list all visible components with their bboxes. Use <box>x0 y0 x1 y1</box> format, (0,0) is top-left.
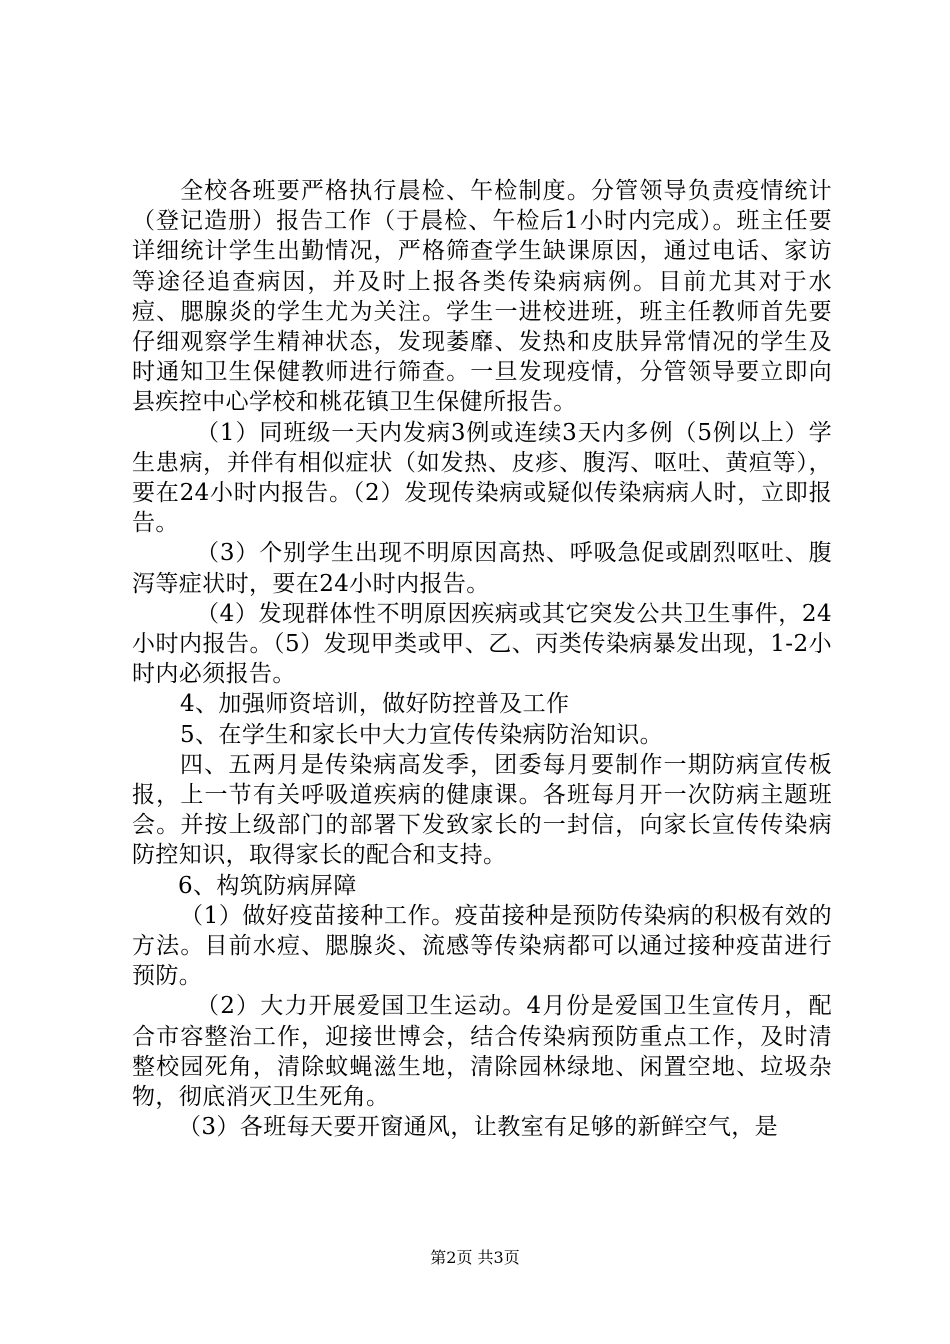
paragraph-report-4-5: （4）发现群体性不明原因疾病或其它突发公共卫生事件，24小时内报告。（5）发现甲类或甲、乙、丙类传染病暴发出现，1-2小时内必须报告。 <box>132 600 832 688</box>
paragraph-hygiene-campaign: （2）大力开展爱国卫生运动。4月份是爱国卫生宣传月，配合市容整治工作，迎接世博会，结合传染病预防重点工作，及时清整校园死角，清除蚊蝇滋生地，清除园林绿地、闲置空地、垃圾杂物，彻底消灭卫生死角。 <box>132 993 832 1111</box>
paragraph-report-3: （3）个别学生出现不明原因高热、呼吸急促或剧烈呕吐、腹泻等症状时，要在24小时内报告。 <box>132 540 832 597</box>
paragraph-item-6: 6、构筑防病屏障 <box>178 872 357 899</box>
paragraph-item-4: 4、加强师资培训，做好防控普及工作 <box>180 691 570 718</box>
paragraph-item-5: 5、在学生和家长中大力宣传传染病防治知识。 <box>180 721 664 748</box>
paragraph-report-1-2: （1）同班级一天内发病3例或连续3天内多例（5例以上）学生患病，并伴有相似症状（如发热、皮疹、腹泻、呕吐、黄疸等），要在24小时内报告。（2）发现传染病或疑似传染病病人时，立即报告。 <box>132 419 832 537</box>
paragraph-vaccination: （1）做好疫苗接种工作。疫苗接种是预防传染病的积极有效的方法。目前水痘、腮腺炎、流感等传染病都可以通过接种疫苗进行预防。 <box>132 902 832 990</box>
paragraph-april-may: 四、五两月是传染病高发季，团委每月要制作一期防病宣传板报，上一节有关呼吸道疾病的健康课。各班每月开一次防病主题班会。并按上级部门的部署下发致家长的一封信，向家长宣传传染病防控知识，取得家长的配合和支持。 <box>132 751 832 869</box>
page-footer: 第2页 共3页 <box>430 1248 520 1267</box>
paragraph-morning-check: 全校各班要严格执行晨检、午检制度。分管领导负责疫情统计（登记造册）报告工作（于晨检、午检后1小时内完成）。班主任要详细统计学生出勤情况，严格筛查学生缺课原因，通过电话、家访等途径追查病因，并及时上报各类传染病病例。目前尤其对于水痘、腮腺炎的学生尤为关注。学生一进校进班，班主任教师首先要仔细观察学生精神状态，发现萎靡、发热和皮肤异常情况的学生及时通知卫生保健教师进行筛查。一旦发现疫情，分管领导要立即向县疾控中心学校和桃花镇卫生保健所报告。 <box>132 178 832 416</box>
paragraph-ventilation: （3）各班每天要开窗通风，让教室有足够的新鲜空气，是 <box>178 1114 779 1141</box>
document-body <box>132 176 832 1143</box>
